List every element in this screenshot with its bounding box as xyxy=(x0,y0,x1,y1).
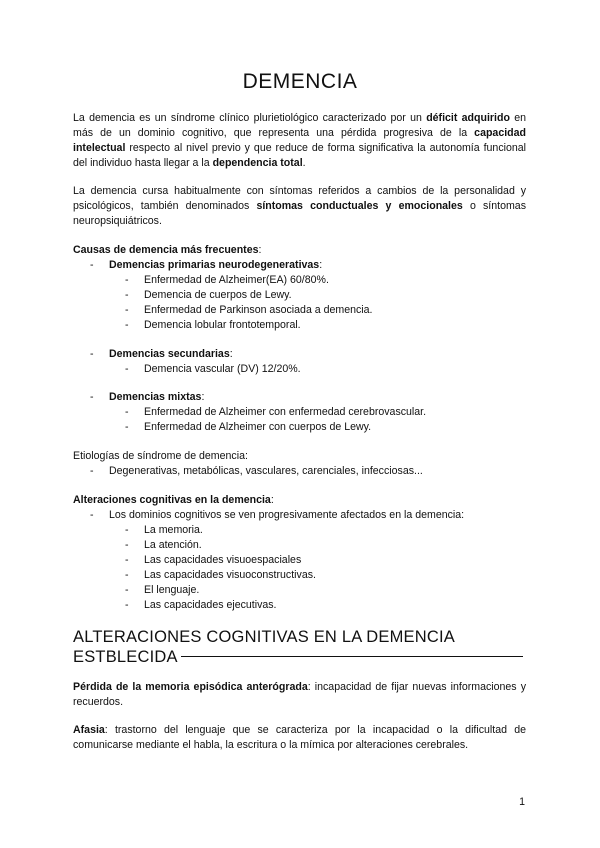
text: : xyxy=(319,259,323,271)
bold-text: Afasia xyxy=(73,724,105,736)
cognitive-heading xyxy=(73,493,274,508)
section-heading-line2: ESTBLECIDA xyxy=(73,648,178,666)
section-heading-line1: ALTERACIONES COGNITIVAS EN LA DEMENCIA xyxy=(73,628,455,646)
list-item: - El lenguaje. xyxy=(125,583,525,598)
bold-text: Alteraciones cognitivas en la demencia xyxy=(73,494,271,506)
list-item: - Demencia lobular frontotemporal. xyxy=(125,318,525,333)
list-item: - La atención. xyxy=(125,538,525,553)
list-item: - Enfermedad de Parkinson asociada a demencia. xyxy=(125,303,525,318)
bold-text: Demencias secundarias xyxy=(109,348,230,360)
intro-paragraph-1 xyxy=(73,111,526,171)
list-item xyxy=(90,347,530,362)
text: : xyxy=(258,244,262,256)
list-item: - La memoria. xyxy=(125,523,525,538)
list-item: - Demencia de cuerpos de Lewy. xyxy=(125,288,525,303)
list-item: - Los dominios cognitivos se ven progresivamente afectados en la demencia: xyxy=(90,508,530,523)
list-item: - Enfermedad de Alzheimer(EA) 60/80%. xyxy=(125,273,525,288)
bold-text: Demencias mixtas xyxy=(109,391,202,403)
bold-text: déficit adquirido xyxy=(426,112,510,124)
etiologies-heading: Etiologías de síndrome de demencia: xyxy=(73,450,248,462)
list-item: - Enfermedad de Alzheimer con enfermedad cerebrovascular. xyxy=(125,405,525,420)
bold-text: dependencia total xyxy=(212,157,303,169)
text: : xyxy=(201,391,205,403)
page-title: DEMENCIA xyxy=(242,70,358,93)
cognitive-sublist xyxy=(125,523,525,613)
mixed-sublist xyxy=(125,405,525,435)
text: : xyxy=(270,494,274,506)
mixed-list xyxy=(90,390,530,405)
bold-text: Causas de demencia más frecuentes xyxy=(73,244,259,256)
list-item: - Las capacidades ejecutivas. xyxy=(125,598,525,613)
bold-text: capacidad intelectual xyxy=(73,127,526,154)
primary-sublist xyxy=(125,273,525,333)
section-heading xyxy=(73,627,543,667)
primary-list xyxy=(90,258,530,273)
list-item: - Enfermedad de Alzheimer con cuerpos de Lewy. xyxy=(125,420,525,435)
text: o síntomas neuropsiquiátricos. xyxy=(73,200,526,227)
secondary-list xyxy=(90,347,530,362)
causes-heading xyxy=(73,243,261,258)
secondary-sublist xyxy=(125,362,525,377)
intro-paragraph-2 xyxy=(73,184,526,229)
list-item xyxy=(90,390,530,405)
text: respecto al nivel previo y que reduce de forma significativa la autonomía funcional del individuo hasta llegar a la xyxy=(73,142,526,169)
memory-paragraph xyxy=(73,680,526,710)
text: La demencia cursa habitualmente con síntomas referidos a cambios de la personalidad y psicológicos, también denominados xyxy=(73,185,526,212)
text: : trastorno del lenguaje que se caracteriza por la incapacidad o la dificultad de comunicarse mediante el habla, la escritura o la mímica por alteraciones cerebrales. xyxy=(73,724,526,751)
bold-text: Demencias primarias neurodegenerativas xyxy=(109,259,320,271)
page-number: 1 xyxy=(519,796,525,808)
list-item xyxy=(90,258,530,273)
list-item: - Demencia vascular (DV) 12/20%. xyxy=(125,362,525,377)
cognitive-list xyxy=(90,508,530,523)
aphasia-paragraph xyxy=(73,723,526,753)
text: : incapacidad de fijar nuevas informaciones y recuerdos. xyxy=(73,681,526,708)
etiologies-list xyxy=(90,464,530,479)
text: La demencia es un síndrome clínico plurietiológico caracterizado por un xyxy=(73,112,427,124)
text: . xyxy=(302,157,306,169)
bold-text: Pérdida de la memoria episódica anterógrada xyxy=(73,681,308,693)
list-item: - Degenerativas, metabólicas, vasculares, carenciales, infecciosas... xyxy=(90,464,530,479)
list-item: - Las capacidades visuoconstructivas. xyxy=(125,568,525,583)
text: en más de un dominio cognitivo, que representa una pérdida progresiva de la xyxy=(73,112,527,139)
list-item: - Las capacidades visuoespaciales xyxy=(125,553,525,568)
heading-rule xyxy=(181,656,523,657)
text: : xyxy=(229,348,233,360)
bold-text: síntomas conductuales y emocionales xyxy=(256,200,463,212)
